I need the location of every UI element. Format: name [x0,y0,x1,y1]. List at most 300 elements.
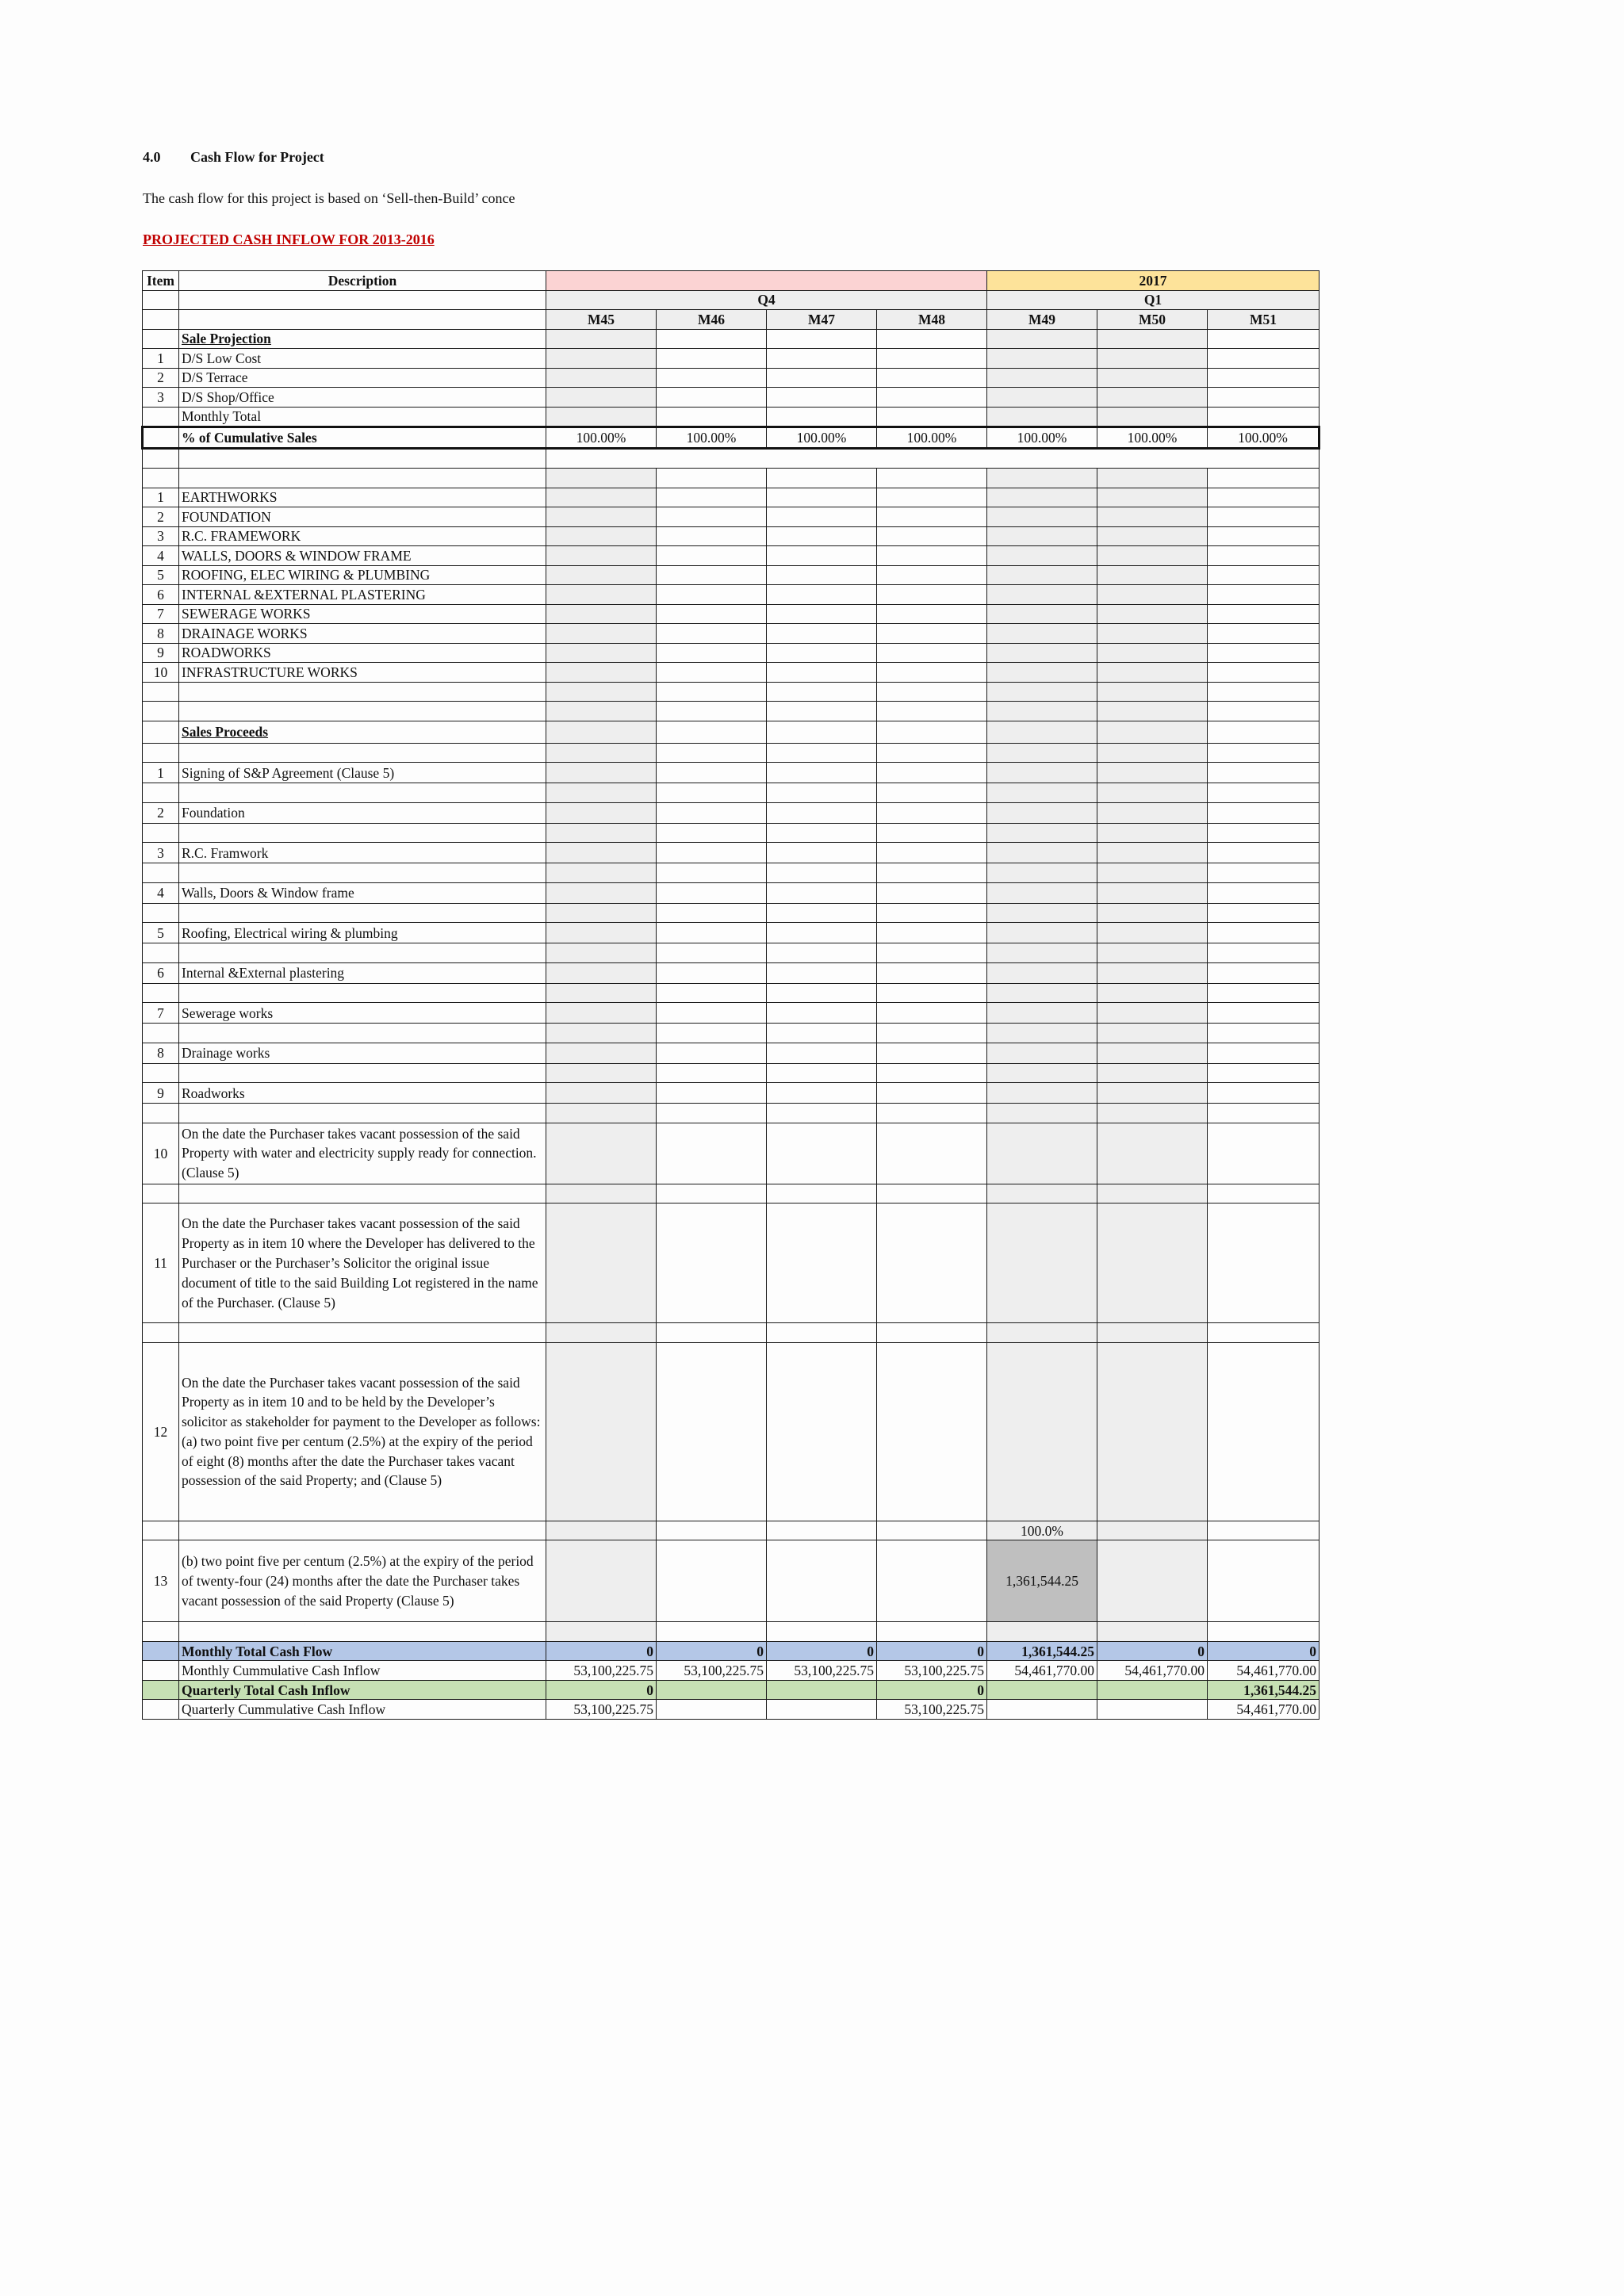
month-value-cell [987,488,1097,507]
item-cell [143,1661,179,1681]
month-value-cell [546,1083,657,1104]
table-row [143,546,1320,566]
month-value-cell [546,882,657,903]
month-value-cell [1097,585,1208,605]
month-value-cell [767,1083,877,1104]
month-value-cell [877,624,987,644]
month-value-cell [877,1622,987,1642]
month-value-cell [767,624,877,644]
month-value-cell [987,943,1097,963]
month-value-cell [987,903,1097,923]
month-value-cell [987,843,1097,863]
month-value-cell [987,802,1097,823]
month-value-cell [1097,1123,1208,1184]
item-cell: 4 [143,546,179,566]
month-value-cell [987,682,1097,702]
month-value-cell [546,1622,657,1642]
table-row [143,682,1320,702]
item-cell [143,310,179,330]
item-cell: 8 [143,624,179,644]
total-value-cell: 53,100,225.75 [546,1661,657,1681]
total-value-cell [987,1700,1097,1720]
total-value-cell: 53,100,225.75 [877,1700,987,1720]
month-value-cell [1208,882,1320,903]
description-cell [179,1184,546,1203]
month-value-cell [1097,663,1208,683]
table-row [143,1540,1320,1622]
month-value-cell [1208,763,1320,783]
month-value-cell [657,923,767,943]
item-cell: 1 [143,349,179,369]
cumulative-sales-cell: 100.00% [546,427,657,449]
month-value-cell [546,368,657,388]
month-value-cell [546,823,657,843]
month-value-cell [877,1123,987,1184]
month-value-cell [877,1342,987,1521]
month-value-cell [987,469,1097,488]
month-value-cell [657,823,767,843]
month-value-cell [877,546,987,566]
month-value-cell [767,863,877,883]
month-value-cell [987,743,1097,763]
month-value-cell [546,1104,657,1123]
month-value-cell [877,368,987,388]
month-value-cell [987,1323,1097,1343]
month-value-cell [546,407,657,427]
month-value-cell [1097,1521,1208,1540]
month-value-cell [1097,546,1208,566]
month-value-cell [767,1622,877,1642]
description-cell [179,1024,546,1043]
total-value-cell: 0 [657,1641,767,1661]
description-cell [179,1622,546,1642]
month-value-cell [1208,1203,1320,1323]
item-cell [143,903,179,923]
month-value-cell [546,1203,657,1323]
total-value-cell: 54,461,770.00 [1097,1661,1208,1681]
month-value-cell [546,1003,657,1024]
table-row [143,1323,1320,1343]
month-value-cell [1097,1063,1208,1083]
month-value-cell [987,1003,1097,1024]
table-row [143,882,1320,903]
month-value-cell [546,1043,657,1063]
month-value-cell [546,624,657,644]
month-value-cell [987,407,1097,427]
month-value-cell [546,643,657,663]
month-value-cell [1097,1003,1208,1024]
month-value-cell [657,526,767,546]
month-value-cell [1097,802,1208,823]
month-value-cell [877,1104,987,1123]
total-value-cell [657,1680,767,1700]
month-value-cell [657,585,767,605]
month-value-cell [546,1323,657,1343]
description-cell: Sewerage works [179,1003,546,1024]
month-value-cell [1097,923,1208,943]
month-value-cell [877,1043,987,1063]
month-value-cell [767,546,877,566]
table-row [143,624,1320,644]
description-cell [179,903,546,923]
month-value-cell [1208,903,1320,923]
month-value-cell [1097,407,1208,427]
month-value-cell [1208,721,1320,743]
item-cell [143,943,179,963]
item-cell: 3 [143,388,179,408]
month-value-cell [987,1622,1097,1642]
month-value-cell [546,469,657,488]
month-value-cell [1208,1063,1320,1083]
month-value-cell [1208,823,1320,843]
month-value-cell [657,1003,767,1024]
month-value-cell [1097,1024,1208,1043]
month-value-cell [767,585,877,605]
month-value-cell [1208,388,1320,408]
spacer-row [143,448,1320,469]
month-value-cell [767,802,877,823]
quarterly-cumulative-row [143,1700,1320,1720]
month-value-cell [877,763,987,783]
item-cell [143,682,179,702]
item-cell [143,1700,179,1720]
month-value-cell [877,1540,987,1622]
month-value-cell [1208,1024,1320,1043]
description-cell [179,943,546,963]
table-row [143,329,1320,349]
total-value-cell: 0 [546,1680,657,1700]
month-header: M45 [546,310,657,330]
item-cell: 11 [143,1203,179,1323]
month-value-cell [1097,349,1208,369]
header-row-year [143,271,1320,291]
month-value-cell [1208,783,1320,803]
month-value-cell [987,643,1097,663]
description-cell [179,1063,546,1083]
month-value-cell [987,923,1097,943]
month-value-cell [657,643,767,663]
total-value-cell: 53,100,225.75 [877,1661,987,1681]
item-cell [143,1641,179,1661]
month-value-cell [546,903,657,923]
month-value-cell [546,721,657,743]
month-value-cell [1208,1123,1320,1184]
monthly-total-cash-flow-row [143,1641,1320,1661]
month-value-cell [1208,943,1320,963]
spacer-cell [546,448,1320,469]
month-value-cell [1097,983,1208,1003]
item-cell: 4 [143,882,179,903]
month-value-cell [1097,763,1208,783]
month-value-cell [767,923,877,943]
item-cell [143,1521,179,1540]
total-label-cell: Monthly Total Cash Flow [179,1641,546,1661]
month-value-cell [987,663,1097,683]
month-value-cell [767,721,877,743]
month-value-cell [546,507,657,527]
total-value-cell: 1,361,544.25 [1208,1680,1320,1700]
month-value-cell [767,565,877,585]
total-label-cell: Monthly Cummulative Cash Inflow [179,1661,546,1681]
month-header: M46 [657,310,767,330]
month-value-cell [657,1083,767,1104]
month-value-cell [1097,1540,1208,1622]
month-value-cell [987,604,1097,624]
month-value-cell [1097,1184,1208,1203]
description-cell: SEWERAGE WORKS [179,604,546,624]
item-cell: 2 [143,507,179,527]
month-value-cell [987,1043,1097,1063]
month-value-cell [987,546,1097,566]
total-value-cell: 0 [546,1641,657,1661]
month-value-cell [767,1540,877,1622]
item-cell [143,743,179,763]
month-value-cell [987,624,1097,644]
monthly-cumulative-row [143,1661,1320,1681]
table-row [143,943,1320,963]
description-cell: DRAINAGE WORKS [179,624,546,644]
month-value-cell [767,1104,877,1123]
month-value-cell [1208,643,1320,663]
month-value-cell [1208,329,1320,349]
month-value-cell [657,1104,767,1123]
item-cell: 7 [143,604,179,624]
month-value-cell [546,565,657,585]
month-value-cell [1097,488,1208,507]
month-value-cell [657,407,767,427]
item-cell: 10 [143,1123,179,1184]
item-cell: 7 [143,1003,179,1024]
month-value-cell [657,1184,767,1203]
month-value-cell [767,1003,877,1024]
description-cell: Sales Proceeds [179,721,546,743]
month-value-cell [657,349,767,369]
item-cell: 1 [143,488,179,507]
item-cell [143,427,179,449]
item-cell [143,407,179,427]
month-value-cell [1097,388,1208,408]
cumulative-sales-cell: 100.00% [987,427,1097,449]
table-row [143,702,1320,721]
month-value-cell [657,843,767,863]
intro-paragraph: The cash flow for this project is based on ‘Sell-then-Build’ conce [143,190,515,206]
month-value-cell [1208,663,1320,683]
month-value-cell [767,507,877,527]
month-value-cell [767,823,877,843]
item-cell [143,1622,179,1642]
table-row [143,1521,1320,1540]
projected-cash-inflow-title: PROJECTED CASH INFLOW FOR 2013-2016 [143,232,435,247]
table-row [143,368,1320,388]
description-cell [179,983,546,1003]
month-value-cell [1208,624,1320,644]
month-value-cell [657,1540,767,1622]
month-value-cell [546,546,657,566]
quarter-header-q1: Q1 [987,290,1320,310]
table-row [143,469,1320,488]
description-cell: On the date the Purchaser takes vacant possession of the said Property with water and electricity supply ready for connection. (Clause 5) [179,1123,546,1184]
cumulative-sales-row [143,427,1320,449]
section-title: Cash Flow for Project [190,149,324,165]
month-value-cell [546,702,657,721]
item-cell: 2 [143,802,179,823]
item-cell: 12 [143,1342,179,1521]
item-cell [143,1063,179,1083]
month-value-cell [877,923,987,943]
item-cell [143,469,179,488]
month-header: M51 [1208,310,1320,330]
month-value-cell [767,349,877,369]
total-value-cell: 0 [1097,1641,1208,1661]
item-cell [143,983,179,1003]
month-value-cell [1208,565,1320,585]
month-value-cell [657,1323,767,1343]
item-cell: 9 [143,643,179,663]
description-cell: Sale Projection [179,329,546,349]
table-row [143,565,1320,585]
month-value-cell [1097,1104,1208,1123]
month-header: M49 [987,310,1097,330]
month-value-cell [877,863,987,883]
month-value-cell [877,721,987,743]
month-value-cell [987,882,1097,903]
month-value-cell [767,663,877,683]
month-value-cell [657,546,767,566]
month-value-cell [767,962,877,983]
month-value-cell [657,469,767,488]
description-cell: ROADWORKS [179,643,546,663]
month-value-cell [1097,526,1208,546]
month-value-cell [546,1342,657,1521]
cumulative-sales-cell: 100.00% [767,427,877,449]
description-cell: Roofing, Electrical wiring & plumbing [179,923,546,943]
month-value-cell [1097,682,1208,702]
quarter-header-q4: Q4 [546,290,987,310]
month-value-cell [1208,585,1320,605]
description-cell: FOUNDATION [179,507,546,527]
description-cell [179,823,546,843]
month-value-cell [877,903,987,923]
month-value-cell [877,943,987,963]
item-cell [143,721,179,743]
month-value-cell [1097,882,1208,903]
month-value-cell [657,903,767,923]
month-value-cell [1208,1083,1320,1104]
item-cell [143,1184,179,1203]
month-value-cell [546,743,657,763]
table-row [143,802,1320,823]
month-value-cell [1097,943,1208,963]
month-value-cell [546,604,657,624]
month-value-cell [1208,488,1320,507]
month-value-cell [546,863,657,883]
month-value-cell [657,783,767,803]
month-value-cell [546,802,657,823]
month-value-cell [987,702,1097,721]
table-row [143,843,1320,863]
month-value-cell [767,1123,877,1184]
month-value-cell [657,1622,767,1642]
month-value-cell [987,763,1097,783]
table-row [143,1003,1320,1024]
description-cell: (b) two point five per centum (2.5%) at the expiry of the period of twenty-four (24) months after the date the Purchaser takes vacant possession of the said Property (Clause 5) [179,1540,546,1622]
month-value-cell [1097,783,1208,803]
month-value-cell [987,526,1097,546]
item-cell: 5 [143,565,179,585]
description-cell: WALLS, DOORS & WINDOW FRAME [179,546,546,566]
description-cell: INFRASTRUCTURE WORKS [179,663,546,683]
item-cell [143,1323,179,1343]
month-value-cell [1208,1003,1320,1024]
month-value-cell [767,702,877,721]
item-cell: 6 [143,962,179,983]
month-value-cell [987,329,1097,349]
total-value-cell: 53,100,225.75 [767,1661,877,1681]
month-value-cell [546,843,657,863]
table-row [143,1184,1320,1203]
item-cell: 6 [143,585,179,605]
month-value-cell [987,1184,1097,1203]
month-value-cell [767,488,877,507]
description-cell: D/S Low Cost [179,349,546,369]
table-row [143,1063,1320,1083]
table-row [143,388,1320,408]
total-value-cell [1097,1680,1208,1700]
total-value-cell: 1,361,544.25 [987,1641,1097,1661]
item-cell: 2 [143,368,179,388]
month-header: M50 [1097,310,1208,330]
month-value-cell [767,1024,877,1043]
description-header: Description [179,271,546,291]
total-value-cell [657,1700,767,1720]
item-cell: 9 [143,1083,179,1104]
total-value-cell: 54,461,770.00 [1208,1661,1320,1681]
month-value-cell [546,1540,657,1622]
month-value-cell [1208,1540,1320,1622]
item-cell: 8 [143,1043,179,1063]
month-value-cell [987,783,1097,803]
total-value-cell: 0 [877,1641,987,1661]
month-header: M48 [877,310,987,330]
description-cell: % of Cumulative Sales [179,427,546,449]
description-cell: On the date the Purchaser takes vacant possession of the said Property as in item 10 and to be held by the Developer’s solicitor as stakeholder for payment to the Developer as follows: (a) two point five per centum (2.5%) at the expiry of the period of eight (8) months after the date the Purchaser takes vacant possession of the said Property; and (Clause 5) [179,1342,546,1521]
month-value-cell [877,1083,987,1104]
description-cell: Roadworks [179,1083,546,1104]
month-value-cell [1097,1323,1208,1343]
table-row [143,903,1320,923]
month-value-cell [1097,643,1208,663]
description-cell: INTERNAL &EXTERNAL PLASTERING [179,585,546,605]
item-cell: 10 [143,663,179,683]
month-value-cell [1208,962,1320,983]
month-value-cell [877,702,987,721]
table-row [143,962,1320,983]
description-cell [179,290,546,310]
month-value-cell [1208,1521,1320,1540]
month-value-cell [877,1063,987,1083]
month-value-cell [877,565,987,585]
month-value-cell [767,743,877,763]
description-cell [179,682,546,702]
month-value-cell [877,1521,987,1540]
month-value-cell [877,388,987,408]
header-row-month [143,310,1320,330]
month-header: M47 [767,310,877,330]
month-value-cell [657,565,767,585]
description-cell: Internal &External plastering [179,962,546,983]
table-row [143,763,1320,783]
month-value-cell [1208,604,1320,624]
